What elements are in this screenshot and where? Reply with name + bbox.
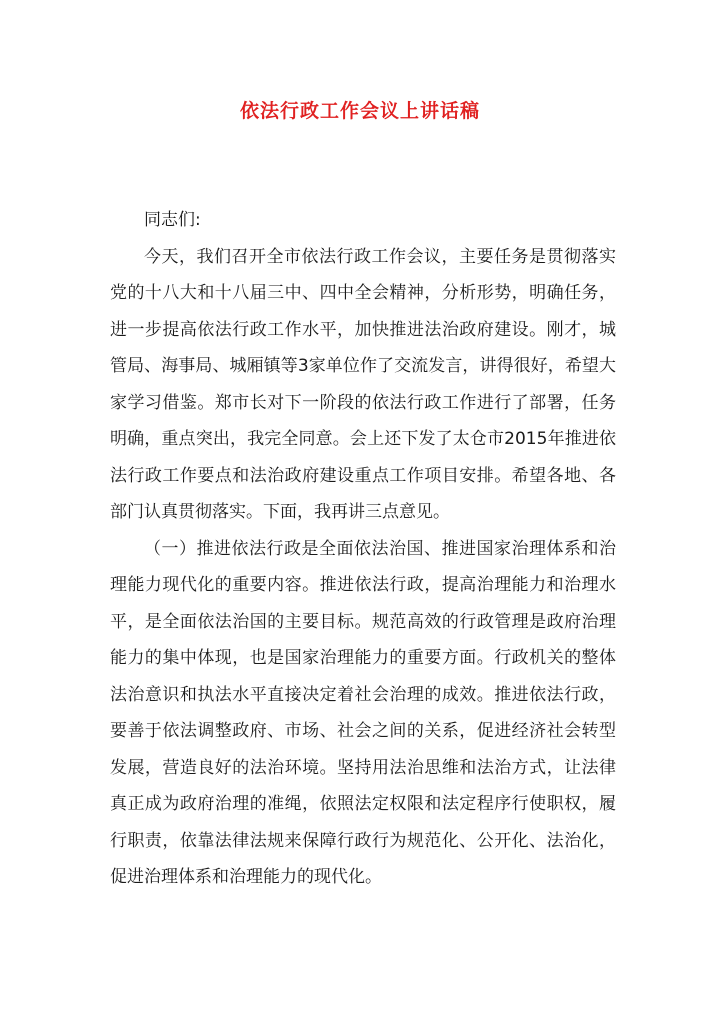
paragraph-opening: 今天，我们召开全市依法行政工作会议，主要任务是贯彻落实党的十八大和十八届三中、四中全会精神，分析形势，明确任务，进一步提高依法行政工作水平，加快推进法治政府建设。刚才，城管局、海事局、城厢镇等3家单位作了交流发言，讲得很好，希望大家学习借鉴。郑市长对下一阶段的依法行政工作进行了部署，任务明确，重点突出，我完全同意。会上还下发了太仓市2015年推进依法行政工作要点和法治政府建设重点工作项目安排。希望各地、各部门认真贯彻落实。下面，我再讲三点意见。 [110, 246, 616, 522]
greeting-line: 同志们: [144, 210, 201, 230]
document-body [110, 202, 616, 896]
document-title: 依法行政工作会议上讲话稿 [239, 100, 480, 122]
paragraph-point-one: （一）推进依法行政是全面依法治国、推进国家治理体系和治理能力现代化的重要内容。推进依法行政，提高治理能力和治理水平，是全面依法治国的主要目标。规范高效的行政管理是政府治理能力的集中体现，也是国家治理能力的重要方面。行政机关的整体法治意识和执法水平直接决定着社会治理的成效。推进依法行政，要善于依法调整政府、市场、社会之间的关系，促进经济社会转型发展，营造良好的法治环境。坚持用法治思维和法治方式，让法律真正成为政府治理的准绳，依照法定权限和法定程序行使职权，履行职责，依靠法律法规来保障行政行为规范化、公开化、法治化，促进治理体系和治理能力的现代化。 [110, 538, 616, 887]
